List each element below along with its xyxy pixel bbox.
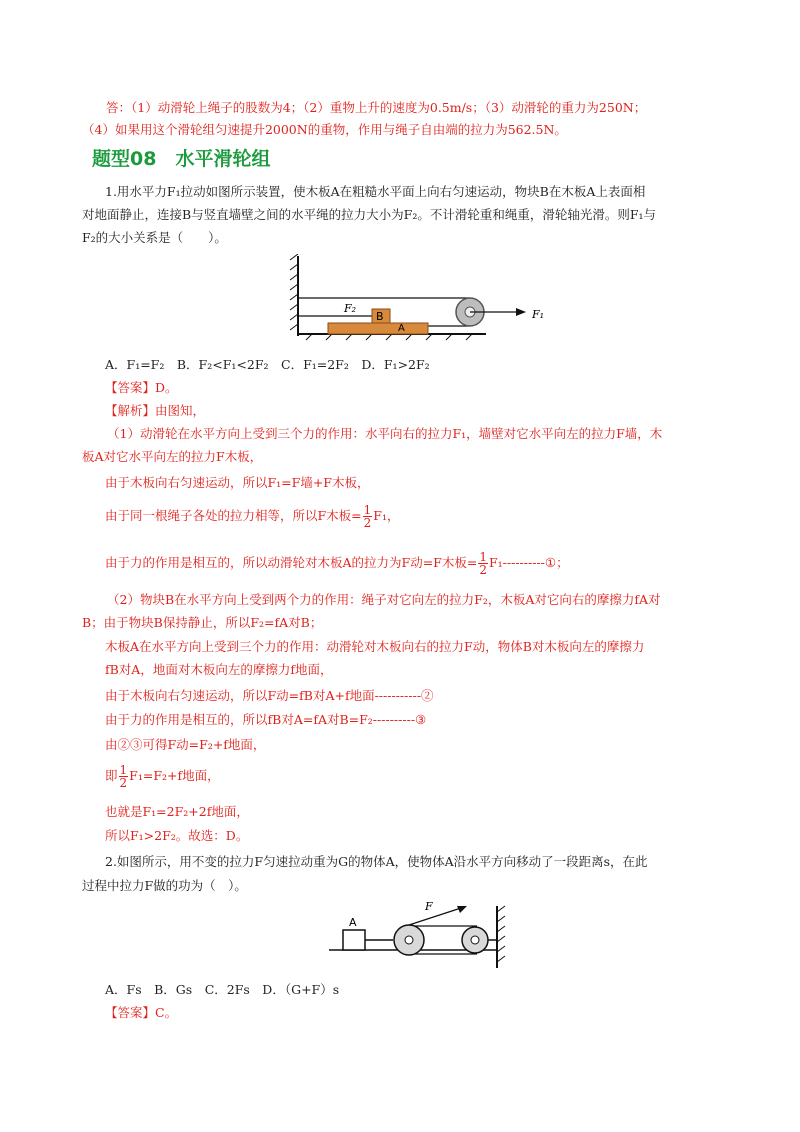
analysis-line4-post: F₁， bbox=[373, 508, 400, 523]
board-a bbox=[328, 323, 428, 334]
answer-tag: 【答案】 bbox=[105, 1005, 156, 1020]
label-a: A bbox=[349, 916, 357, 929]
analysis-line12: 由②③可得F动=F₂+f地面， bbox=[105, 737, 266, 752]
q2-answer bbox=[105, 1003, 177, 1023]
analysis-line4-pre: 由于同一根绳子各处的拉力相等，所以F木板= bbox=[105, 508, 362, 523]
q1-text-line1: 1.用水平力F₁拉动如图所示装置，使木板A在粗糙水平面上向右匀速运动，物块B在木板A上表面相 bbox=[105, 184, 646, 199]
prev-answer-line2: （4）如果用这个滑轮组匀速提升2000N的重物，作用与绳子自由端的拉力为562.5N。 bbox=[82, 122, 567, 137]
answer-tag: 【答案】 bbox=[105, 380, 156, 395]
analysis-line5-pre: 由于力的作用是相互的，所以动滑轮对木板A的拉力为F动=F木板= bbox=[105, 555, 478, 570]
q1-pulley-figure bbox=[286, 254, 556, 344]
analysis-line7: B；由于物块B保持静止，所以F₂=fA对B； bbox=[82, 615, 323, 630]
fraction-half bbox=[363, 504, 373, 529]
fraction-half bbox=[478, 551, 488, 576]
pull-arrow-icon bbox=[516, 308, 526, 316]
q1-options: A．F₁=F₂ B．F₂<F₁<2F₂ C．F₁=2F₂ D．F₁>2F₂ bbox=[105, 357, 430, 372]
wall-hatch bbox=[290, 254, 298, 336]
fraction-num: 1 bbox=[363, 503, 372, 517]
analysis-line6: （2）物块B在水平方向上受到两个力的作用：绳子对它向左的拉力F₂，木板A对它向右的摩擦力fA对 bbox=[107, 592, 661, 607]
label-f: F bbox=[425, 900, 433, 913]
wall-hatch bbox=[497, 906, 505, 968]
analysis-line13 bbox=[105, 764, 220, 789]
pulley-axle bbox=[405, 936, 413, 944]
analysis-line15: 所以F₁>2F₂。故选：D。 bbox=[105, 828, 249, 843]
q2-pulley-figure bbox=[325, 898, 515, 970]
analysis-line5 bbox=[105, 551, 569, 576]
q1-text-line3: F₂的大小关系是（ ）。 bbox=[82, 230, 227, 245]
analysis-line14: 也就是F₁=2F₂+2f地面， bbox=[105, 804, 249, 819]
pulley-axle bbox=[471, 936, 479, 944]
analysis-line13-post: F₁=F₂+f地面， bbox=[129, 768, 220, 783]
analysis-line9: fB对A，地面对木板向左的摩擦力f地面， bbox=[105, 662, 333, 677]
analysis-line11: 由于力的作用是相互的，所以fB对A=fA对B=F₂----------③ bbox=[105, 712, 427, 727]
analysis-line13-pre: 即 bbox=[105, 768, 118, 783]
label-f1: F₁ bbox=[532, 308, 545, 321]
q2-text-line2: 过程中拉力F做的功为（ ）。 bbox=[82, 878, 247, 893]
label-a: A bbox=[398, 323, 405, 334]
q2-text-line1: 2.如图所示，用不变的拉力F匀速拉动重为G的物体A，使物体A沿水平方向移动了一段距离s，在此 bbox=[105, 854, 648, 869]
answer-value: D。 bbox=[155, 380, 178, 395]
analysis-line10: 由于木板向右匀速运动，所以F动=fB对A+f地面-----------② bbox=[105, 688, 434, 703]
fraction-den: 2 bbox=[363, 516, 372, 530]
fraction-den: 2 bbox=[479, 563, 487, 577]
analysis-line8: 木板A在水平方向上受到三个力的作用：动滑轮对木板向右的拉力F动，物体B对木板向左的摩擦力 bbox=[105, 639, 645, 654]
force-arrow-icon bbox=[457, 906, 467, 913]
answer-value: C。 bbox=[155, 1005, 178, 1020]
analysis-intro: 由图知， bbox=[155, 403, 206, 418]
block-a bbox=[343, 930, 365, 950]
analysis-line5-post: F₁----------①； bbox=[488, 555, 569, 570]
ground-hatch bbox=[298, 334, 486, 340]
force-line bbox=[409, 908, 461, 925]
prev-answer-line1: 答：（1）动滑轮上绳子的股数为4；（2）重物上升的速度为0.5m/s；（3）动滑轮的重力为250N； bbox=[106, 100, 647, 115]
label-f2: F₂ bbox=[344, 302, 357, 315]
q1-analysis-header bbox=[105, 401, 205, 421]
fraction-num: 1 bbox=[479, 550, 487, 564]
q1-answer bbox=[105, 378, 178, 398]
fraction-half bbox=[119, 764, 129, 789]
analysis-line3: 由于木板向右匀速运动，所以F₁=F墙+F木板， bbox=[105, 475, 370, 490]
fraction-den: 2 bbox=[119, 776, 128, 790]
q1-text-line2: 对地面静止，连接B与竖直墙壁之间的水平绳的拉力大小为F₂。不计滑轮重和绳重，滑轮轴光滑。则F₁与 bbox=[82, 207, 657, 222]
label-b: B bbox=[376, 310, 384, 323]
analysis-line1: （1）动滑轮在水平方向上受到三个力的作用：水平向右的拉力F₁，墙壁对它水平向左的拉力F墙，木 bbox=[107, 426, 663, 441]
q2-options: A．Fs B．Gs C．2Fs D．（G+F）s bbox=[105, 982, 340, 997]
fraction-num: 1 bbox=[119, 763, 128, 777]
analysis-tag: 【解析】 bbox=[105, 403, 156, 418]
analysis-line2: 板A对它水平向左的拉力F木板， bbox=[82, 449, 263, 464]
analysis-line4 bbox=[105, 504, 399, 529]
section-title: 题型08 水平滑轮组 bbox=[92, 148, 271, 170]
